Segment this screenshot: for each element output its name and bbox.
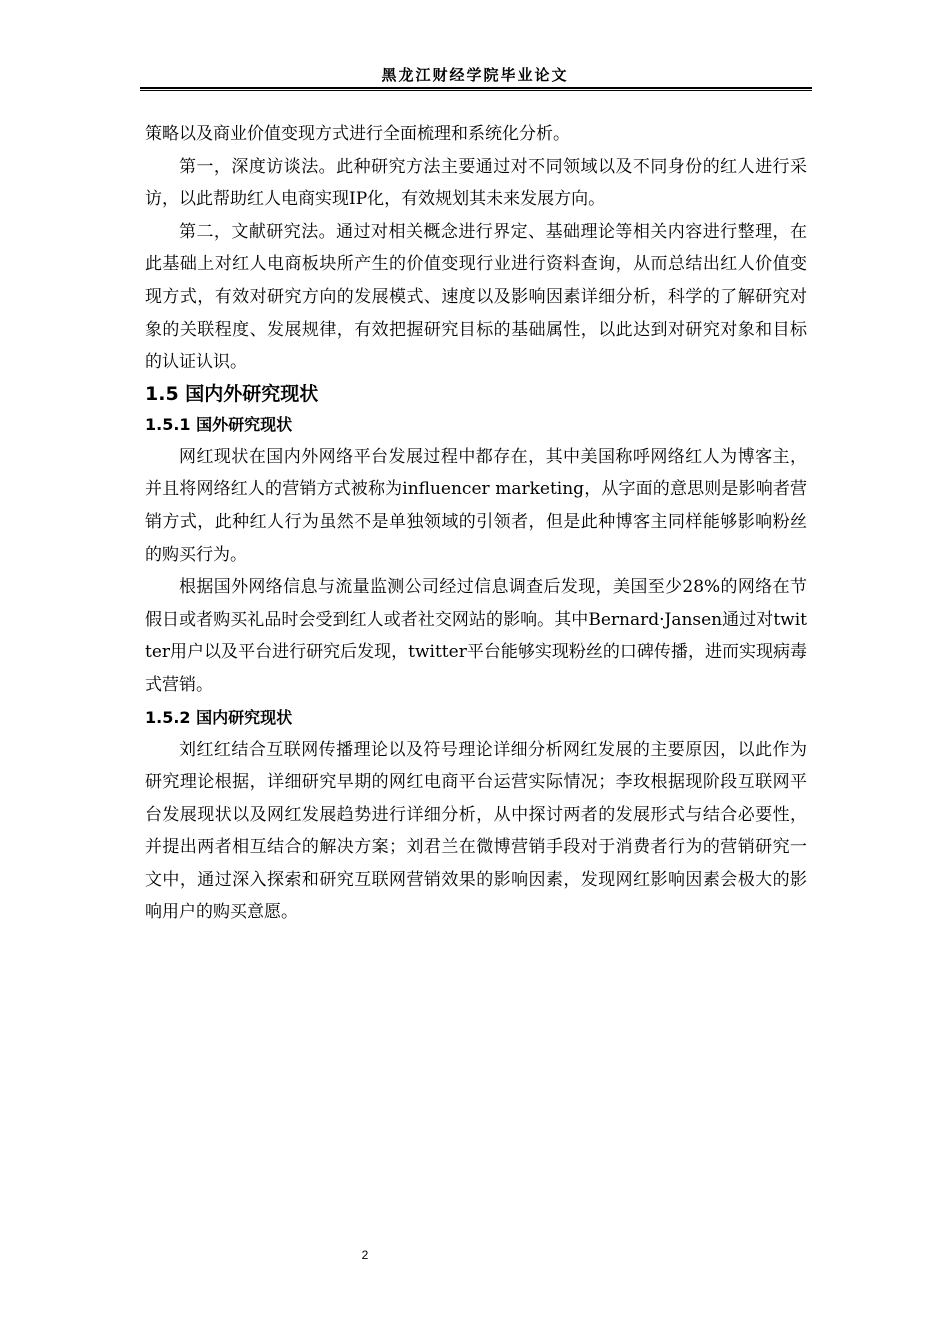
paragraph-interview-method: 第一，深度访谈法。此种研究方法主要通过对不同领域以及不同身份的红人进行采访，以此帮助红人电商实现IP化，有效规划其未来发展方向。: [145, 156, 807, 210]
page-number: 2: [361, 1248, 369, 1262]
subsection-heading-1-5-1: 1.5.1 国外研究现状: [145, 414, 293, 434]
paragraph-domestic-status: 刘红红结合互联网传播理论以及符号理论详细分析网红发展的主要原因，以此作为研究理论根据，详细研究早期的网红电商平台运营实际情况；李玫根据现阶段互联网平台发展现状以及网红发展趋势进行详细分析，从中探讨两者的发展形式与结合必要性，并提出两者相互结合的解决方案；刘君兰在微博营销手段对于消费者行为的营销研究一文中，通过深入探索和研究互联网营销效果的影响因素，发现网红影响因素会极大的影响用户的购买意愿。: [145, 739, 807, 923]
header-rule: [140, 87, 812, 91]
subsection-heading-1-5-2: 1.5.2 国内研究现状: [145, 707, 293, 727]
page-content: [145, 118, 807, 929]
running-header: 黑龙江财经学院毕业论文: [381, 66, 569, 84]
paragraph-literature-method: 第二，文献研究法。通过对相关概念进行界定、基础理论等相关内容进行整理，在此基础上对红人电商板块所产生的价值变现行业进行资料查询，从而总结出红人价值变现方式，有效对研究方向的发展模式、速度以及影响因素详细分析，科学的了解研究对象的关联程度、发展规律，有效把握研究目标的基础属性，以此达到对研究对象和目标的认证认识。: [145, 221, 807, 373]
paragraph-foreign-status-2: 根据国外网络信息与流量监测公司经过信息调查后发现，美国至少28%的网络在节假日或者购买礼品时会受到红人或者社交网站的影响。其中Bernard·Jansen通过对twitter用户以及平台进行研究后发现，twitter平台能够实现粉丝的口碑传播，进而实现病毒式营销。: [145, 577, 807, 695]
paragraph-continued: 策略以及商业价值变现方式进行全面梳理和系统化分析。: [145, 124, 570, 144]
paragraph-foreign-status-1: 网红现状在国内外网络平台发展过程中都存在，其中美国称呼网络红人为博客主，并且将网络红人的营销方式被称为influencer marketing，从字面的意思则是影响者营销方式，此种红人行为虽然不是单独领域的引领者，但是此种博客主同样能够影响粉丝的购买行为。: [145, 446, 807, 565]
section-heading-1-5: 1.5 国内外研究现状: [145, 382, 319, 405]
